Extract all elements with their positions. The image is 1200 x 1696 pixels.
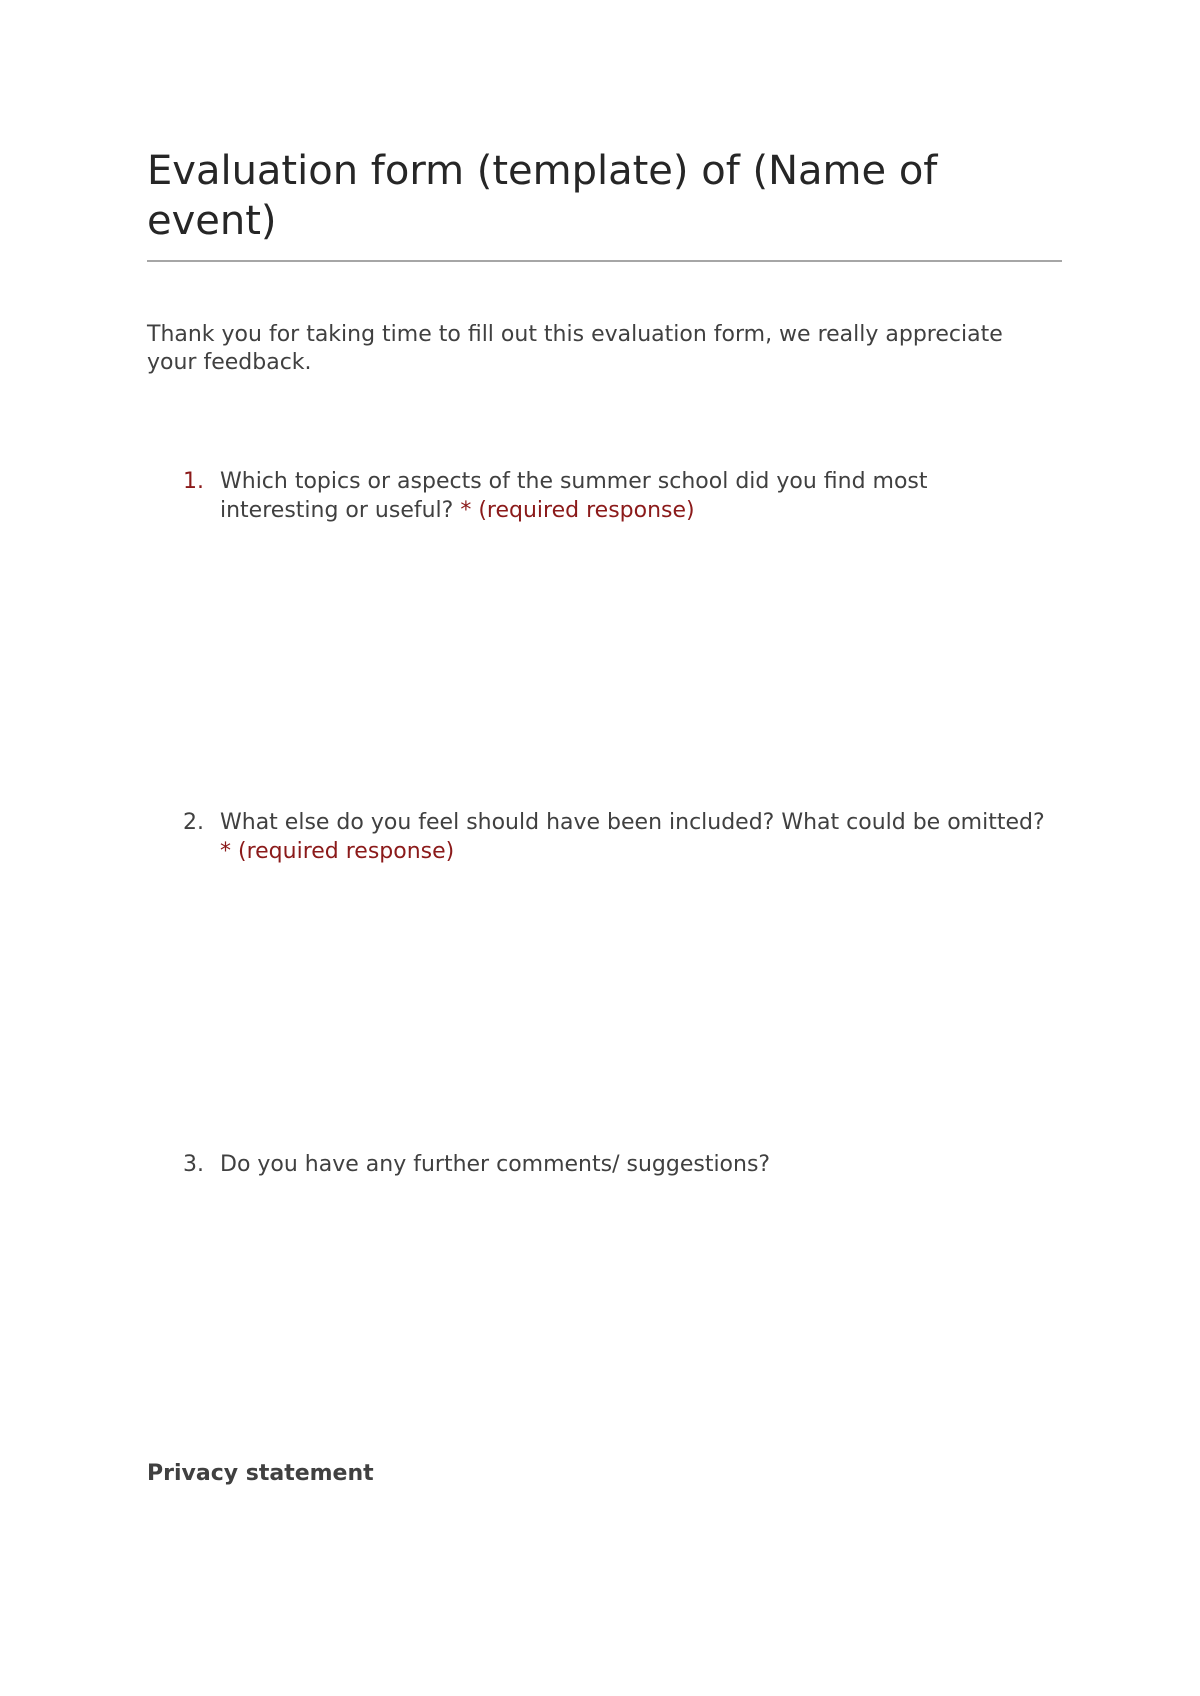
question-3	[147, 1150, 1047, 1179]
required-note: * (required response)	[460, 498, 695, 523]
question-text-wrapper	[220, 808, 1050, 866]
question-text-wrapper	[220, 467, 1050, 525]
question-number: 1.	[183, 469, 204, 494]
document-title: Evaluation form (template) of (Name of event)	[147, 148, 938, 244]
question-text: Do you have any further comments/ suggestions?	[220, 1152, 771, 1177]
intro-text: Thank you for taking time to fill out this evaluation form, we really appreciate your feedback.	[147, 322, 1003, 375]
question-number: 3.	[183, 1152, 204, 1177]
title-divider	[147, 260, 1062, 262]
question-number: 2.	[183, 810, 204, 835]
required-note: * (required response)	[220, 839, 455, 864]
question-text-wrapper	[220, 1150, 1050, 1179]
question-2	[147, 808, 1047, 866]
question-text: Which topics or aspects of the summer school did you find most interesting or useful?	[220, 469, 928, 523]
privacy-heading: Privacy statement	[147, 1461, 374, 1486]
question-1	[147, 467, 1047, 525]
question-text: What else do you feel should have been included? What could be omitted?	[220, 810, 1045, 835]
